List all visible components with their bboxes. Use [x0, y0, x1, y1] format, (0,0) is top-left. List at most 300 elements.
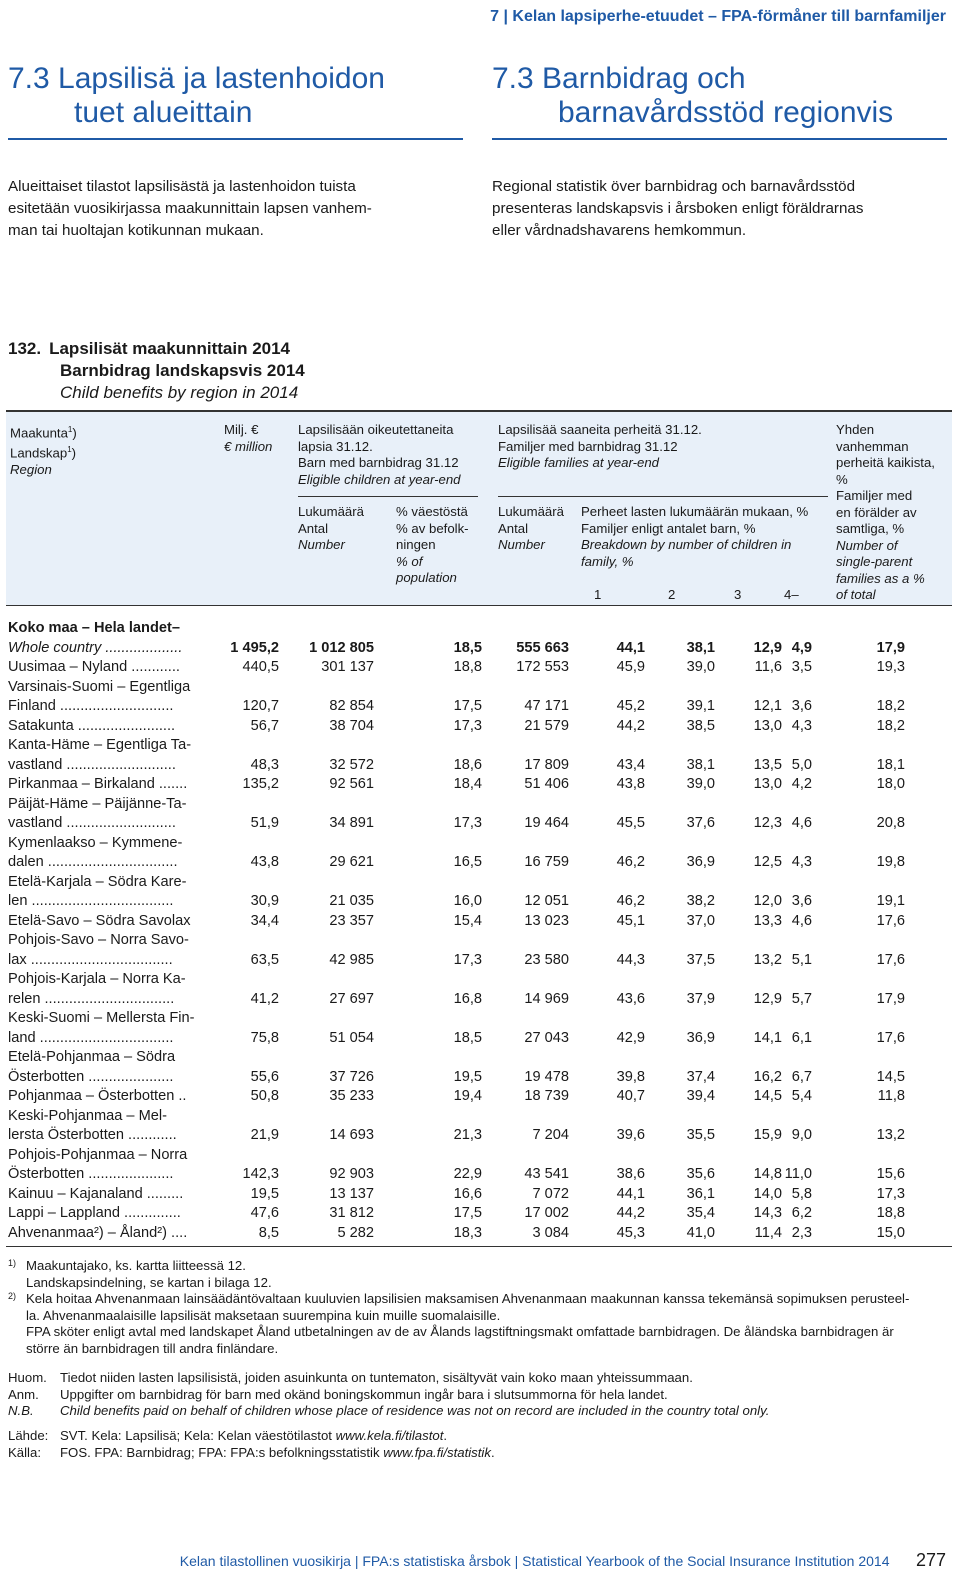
table-row — [8, 931, 952, 970]
cell-milj: 21,9 — [250, 1127, 279, 1143]
cell-k2: 41,0 — [686, 1224, 715, 1241]
cell-k3: 13,3 — [753, 912, 782, 929]
table-row — [8, 658, 952, 678]
header-single-sv: samtliga, % — [836, 521, 905, 536]
cell-children: 301 137 — [321, 659, 374, 675]
cell-k4: 11,0 — [784, 1166, 812, 1182]
cell-families: 7 072 — [532, 1185, 569, 1202]
cell-children: 92 561 — [329, 776, 374, 792]
header-breakdown — [581, 504, 808, 570]
region-name-line: len ................................... — [8, 893, 174, 909]
header-families-number — [498, 504, 564, 554]
cell-k2: 38,1 — [686, 756, 715, 773]
header-single-en: of total — [836, 587, 876, 602]
region-name-line: lax ................................... — [8, 951, 173, 968]
region-name-line: Uusimaa – Nyland ............ — [8, 659, 180, 675]
region-name-line: Pohjanmaa – Österbotten .. — [8, 1088, 187, 1104]
cell-k3: 11,6 — [754, 659, 782, 675]
cell-k4: 5,4 — [791, 1088, 812, 1104]
cell-families: 172 553 — [516, 659, 569, 675]
row-region — [8, 658, 208, 678]
header-breakdown-en: Breakdown by number of children in — [581, 537, 792, 552]
row-region — [8, 678, 208, 717]
notes — [8, 1370, 948, 1420]
cell-k4: 3,5 — [791, 659, 812, 675]
table-row — [8, 1224, 952, 1244]
cell-k3: 16,2 — [753, 1068, 782, 1085]
cell-families: 555 663 — [516, 639, 569, 656]
cell-single: 18,2 — [876, 698, 905, 714]
cell-k4: 5,0 — [791, 756, 812, 773]
region-name-line: Päijät-Häme – Päijänne-Ta- — [8, 795, 187, 812]
cell-families: 16 759 — [524, 854, 569, 870]
cell-k4: 5,1 — [791, 951, 812, 968]
cell-pct: 17,5 — [453, 1205, 482, 1221]
cell-single: 17,9 — [876, 990, 905, 1007]
row-region — [8, 1048, 208, 1087]
source-label: Lähde: — [8, 1428, 49, 1443]
cell-k4: 4,6 — [791, 815, 812, 831]
cell-children: 38 704 — [329, 717, 374, 734]
row-region — [8, 1009, 208, 1048]
header-pct-en: % of — [396, 553, 423, 569]
cell-children: 23 357 — [329, 912, 374, 929]
cell-families: 3 084 — [532, 1224, 569, 1241]
cell-k2: 35,6 — [686, 1166, 715, 1182]
cell-families: 43 541 — [524, 1166, 569, 1182]
cell-families: 18 739 — [524, 1088, 569, 1104]
header-pct-sv: % av befolk- — [396, 520, 469, 536]
cell-families: 17 809 — [524, 756, 569, 773]
region-name-line: Pohjois-Savo – Norra Savo- — [8, 932, 189, 948]
section-title-fi — [8, 62, 463, 130]
footnote-2 — [8, 1291, 948, 1357]
cell-single: 13,2 — [876, 1127, 905, 1143]
row-region — [8, 795, 208, 834]
cell-children: 1 012 805 — [309, 639, 374, 656]
header-single-fi: % — [836, 471, 848, 487]
source-text: SVT. Kela: Lapsilisä; Kela: Kelan väestötilastot — [60, 1428, 336, 1443]
cell-single: 17,6 — [876, 912, 905, 929]
section-title-fi-line1: 7.3 Lapsilisä ja lastenhoidon — [8, 62, 385, 95]
table-row — [8, 775, 952, 795]
source-punct: . — [443, 1428, 448, 1443]
cell-milj: 19,5 — [250, 1185, 279, 1202]
header-pct-sv: ningen — [396, 537, 436, 552]
cell-k3: 13,2 — [753, 951, 782, 968]
cell-k4: 2,3 — [791, 1224, 812, 1241]
cell-k1: 39,6 — [616, 1127, 645, 1143]
cell-k3: 12,9 — [753, 639, 782, 656]
cell-children: 92 903 — [329, 1166, 374, 1182]
cell-k2: 37,6 — [686, 815, 715, 831]
note-text: Uppgifter om barnbidrag för barn med okänd boningskommun ingår bara i slutsummorna för hela landet. — [60, 1386, 668, 1402]
footnote-line: FPA sköter enligt avtal med landskapet Åland utbetalningen av de av Ålands lagstiftningsmakt omfattade barnbidragen. De åländska barnbidragen är — [26, 1324, 894, 1339]
cell-families: 51 406 — [524, 776, 569, 792]
section-title-sv — [492, 62, 947, 130]
intro-sv-line: Regional statistik över barnbidrag och barnavårdsstöd — [492, 178, 856, 195]
cell-children: 32 572 — [329, 756, 374, 773]
cell-families: 23 580 — [524, 951, 569, 968]
cell-k3: 15,9 — [753, 1127, 782, 1143]
cell-k2: 38,1 — [686, 639, 715, 656]
cell-k2: 37,0 — [686, 912, 715, 929]
header-divider — [298, 496, 478, 497]
cell-k2: 39,4 — [686, 1088, 715, 1104]
cell-pct: 16,8 — [453, 990, 482, 1007]
header-paren: ) — [72, 425, 77, 441]
cell-k1: 45,9 — [616, 659, 645, 675]
region-name-line: Pohjois-Pohjanmaa – Norra — [8, 1146, 188, 1163]
cell-pct: 18,4 — [453, 776, 482, 792]
cell-families: 19 464 — [524, 815, 569, 831]
source-link[interactable]: www.fpa.fi/statistik — [383, 1444, 491, 1460]
table-title-en: Child benefits by region in 2014 — [60, 383, 299, 402]
header-fam-lukumaara: Lukumäärä — [498, 504, 564, 519]
header-single-fi: vanhemman — [836, 438, 909, 454]
cell-k4: 4,2 — [791, 776, 812, 792]
footnotes — [8, 1258, 948, 1357]
header-k2: 2 — [668, 587, 676, 602]
region-name-line: Finland ............................ — [8, 698, 174, 714]
source-punct: . — [490, 1444, 495, 1460]
header-fam-antal: Antal — [498, 520, 529, 536]
cell-k3: 14,1 — [753, 1029, 782, 1046]
cell-k1: 43,4 — [616, 756, 645, 773]
cell-k1: 44,1 — [616, 1185, 645, 1202]
cell-k1: 46,2 — [616, 854, 645, 870]
footnote-mark: 1) — [8, 1258, 17, 1268]
header-divider — [498, 496, 828, 497]
region-name-line: vastland ........................... — [8, 815, 176, 831]
page-footer — [180, 1550, 946, 1571]
header-single-en: families as a % — [836, 570, 925, 586]
header-milj-label: Milj. € — [224, 422, 259, 437]
cell-single: 18,1 — [876, 756, 905, 773]
cell-k3: 13,5 — [753, 756, 782, 773]
footnote-line: Kela hoitaa Ahvenanmaan lainsäädäntövaltaan kuuluvien lapsilisien maksamisen Ahvenanmaan maakunnan kanssa tekemänsä sopimuksen perusteel- — [26, 1291, 910, 1306]
header-single-sv: Familjer med — [836, 488, 913, 503]
cell-milj: 1 495,2 — [230, 639, 279, 656]
cell-k2: 39,0 — [686, 776, 715, 792]
table-row — [8, 1048, 952, 1087]
table-row — [8, 678, 952, 717]
cell-k3: 12,9 — [753, 990, 782, 1007]
cell-k4: 3,6 — [791, 893, 812, 909]
cell-k4: 6,2 — [791, 1205, 812, 1221]
header-fam-number: Number — [498, 537, 545, 552]
region-name-line: Kanta-Häme – Egentliga Ta- — [8, 737, 192, 753]
region-name-line: Pohjois-Karjala – Norra Ka- — [8, 971, 186, 987]
cell-milj: 41,2 — [250, 990, 279, 1007]
header-children-number — [298, 504, 364, 554]
header-pct — [396, 504, 469, 587]
cell-families: 7 204 — [532, 1127, 569, 1143]
running-head: 7 | Kelan lapsiperhe-etuudet – FPA-förmåner till barnfamiljer — [490, 8, 946, 25]
region-name-line: Varsinais-Suomi – Egentliga — [8, 678, 191, 695]
cell-pct: 17,3 — [453, 951, 482, 968]
cell-children: 34 891 — [329, 815, 374, 831]
cell-single: 17,9 — [876, 639, 905, 656]
cell-children: 37 726 — [329, 1068, 374, 1085]
cell-milj: 50,8 — [250, 1088, 279, 1104]
header-paren: ) — [71, 445, 77, 461]
cell-pct: 18,6 — [453, 756, 482, 773]
cell-families: 14 969 — [524, 990, 569, 1007]
cell-k4: 4,3 — [791, 854, 812, 870]
region-name-line: Kainuu – Kajanaland ......... — [8, 1185, 184, 1202]
table-row — [8, 736, 952, 775]
cell-pct: 15,4 — [453, 912, 482, 929]
cell-k3: 12,5 — [753, 854, 782, 870]
region-name-line: vastland ........................... — [8, 756, 176, 773]
table-row — [8, 912, 952, 932]
cell-families: 47 171 — [524, 698, 569, 714]
region-name-line: Kymenlaakso – Kymmene- — [8, 834, 183, 851]
intro-fi-line: man tai huoltajan kotikunnan mukaan. — [8, 222, 264, 239]
table-row — [8, 619, 952, 658]
cell-k4: 4,6 — [791, 912, 812, 929]
header-children-fi: lapsia 31.12. — [298, 438, 373, 454]
source-sv — [8, 1445, 948, 1462]
table-row — [8, 1185, 952, 1205]
footnote-line: större än barnbidragen till andra finländare. — [26, 1340, 279, 1356]
cell-k4: 3,6 — [791, 698, 812, 714]
footnote-line: Landskapsindelning, se kartan i bilaga 12. — [26, 1274, 272, 1290]
cell-families: 17 002 — [524, 1205, 569, 1221]
cell-k3: 14,0 — [753, 1185, 782, 1202]
region-name-line: lersta Österbotten ............ — [8, 1127, 177, 1143]
cell-k2: 39,0 — [686, 659, 715, 675]
header-antal: Antal — [298, 520, 329, 536]
cell-milj: 63,5 — [250, 951, 279, 968]
cell-pct: 17,5 — [453, 698, 482, 714]
cell-families: 19 478 — [524, 1068, 569, 1085]
intro-sv-line: presenteras landskapsvis i årsboken enligt föräldrarnas — [492, 200, 864, 217]
note-label: Huom. — [8, 1370, 47, 1385]
cell-pct: 19,5 — [453, 1068, 482, 1085]
header-families-fi: Lapsilisää saaneita perheitä 31.12. — [498, 422, 702, 437]
cell-milj: 47,6 — [250, 1205, 279, 1221]
intro-fi-line: Alueittaiset tilastot lapsilisästä ja lastenhoidon tuista — [8, 178, 356, 195]
cell-milj: 440,5 — [242, 659, 279, 675]
cell-milj: 135,2 — [242, 776, 279, 792]
cell-k1: 43,8 — [616, 776, 645, 792]
intro-sv — [492, 176, 952, 242]
cell-pct: 21,3 — [453, 1127, 482, 1143]
row-region — [8, 912, 208, 932]
header-k3: 3 — [734, 587, 742, 602]
header-number-en: Number — [298, 537, 345, 552]
cell-pct: 16,5 — [453, 854, 482, 870]
header-pct-fi: % väestöstä — [396, 504, 468, 519]
intro-fi-line: esitetään vuosikirjassa maakunnittain lapsen vanhem- — [8, 200, 372, 217]
cell-families: 21 579 — [524, 717, 569, 734]
row-region — [8, 717, 208, 737]
table-row — [8, 795, 952, 834]
cell-pct: 18,5 — [453, 1029, 482, 1046]
cell-milj: 56,7 — [250, 717, 279, 734]
cell-milj: 75,8 — [250, 1029, 279, 1046]
row-region — [8, 1107, 208, 1146]
cell-k3: 14,5 — [753, 1088, 782, 1104]
header-breakdown-en: family, % — [581, 553, 634, 569]
region-name-line: Satakunta ........................ — [8, 717, 176, 734]
footnote-line: Maakuntajako, ks. kartta liitteessä 12. — [26, 1258, 246, 1273]
cell-single: 18,8 — [876, 1205, 905, 1221]
source-link[interactable]: www.kela.fi/tilastot — [335, 1428, 444, 1443]
cell-k3: 13,0 — [753, 776, 782, 792]
footnote-ref: 1 — [67, 444, 72, 454]
cell-pct: 18,5 — [453, 639, 482, 656]
header-single — [836, 422, 935, 604]
cell-k1: 44,3 — [616, 951, 645, 968]
cell-milj: 51,9 — [250, 815, 279, 831]
region-name-line: Keski-Suomi – Mellersta Fin- — [8, 1010, 195, 1026]
region-name-line: dalen ................................ — [8, 854, 178, 870]
cell-k3: 12,3 — [753, 815, 782, 831]
cell-k2: 36,9 — [686, 1029, 715, 1046]
cell-families: 27 043 — [524, 1029, 569, 1046]
cell-families: 13 023 — [524, 912, 569, 929]
table-row — [8, 1146, 952, 1185]
cell-k2: 38,5 — [686, 717, 715, 734]
note-huom — [8, 1370, 948, 1387]
cell-k2: 37,9 — [686, 990, 715, 1007]
cell-single: 17,6 — [876, 1029, 905, 1046]
row-region — [8, 1185, 208, 1205]
table-row — [8, 1107, 952, 1146]
row-region — [8, 931, 208, 970]
region-name-line: Whole country ................... — [8, 639, 183, 656]
header-children-en: Eligible children at year-end — [298, 471, 461, 487]
cell-milj: 48,3 — [250, 756, 279, 773]
source-label: Källa: — [8, 1444, 41, 1460]
header-families-en: Eligible families at year-end — [498, 455, 660, 470]
cell-k3: 12,1 — [753, 698, 782, 714]
row-region — [8, 736, 208, 775]
header-breakdown-fi: Perheet lasten lukumäärän mukaan, % — [581, 504, 809, 519]
cell-k1: 44,1 — [616, 639, 645, 656]
page-number: 277 — [915, 1550, 946, 1570]
cell-k1: 46,2 — [616, 893, 645, 909]
note-text: Child benefits paid on behalf of children whose place of residence was not on record are included in the country total only. — [60, 1403, 770, 1418]
note-label: Anm. — [8, 1386, 39, 1402]
cell-children: 29 621 — [329, 854, 374, 870]
region-name-line: land ................................. — [8, 1029, 174, 1046]
cell-children: 82 854 — [329, 698, 374, 714]
header-single-sv: en förälder av — [836, 504, 917, 520]
table-row — [8, 1087, 952, 1107]
header-lukumaara: Lukumäärä — [298, 504, 364, 519]
row-region — [8, 1224, 208, 1244]
row-region — [8, 1146, 208, 1185]
cell-children: 21 035 — [329, 893, 374, 909]
cell-k1: 44,2 — [616, 717, 645, 734]
cell-children: 31 812 — [329, 1205, 374, 1221]
cell-k1: 40,7 — [616, 1088, 645, 1104]
footnote-1 — [8, 1258, 948, 1291]
table-title-fi: Lapsilisät maakunnittain 2014 — [49, 339, 291, 358]
header-k1: 1 — [594, 587, 602, 602]
cell-k4: 6,7 — [791, 1068, 812, 1085]
cell-k2: 36,9 — [686, 854, 715, 870]
cell-pct: 18,8 — [453, 659, 482, 675]
cell-k4: 9,0 — [791, 1127, 812, 1143]
cell-k1: 38,6 — [616, 1166, 645, 1182]
region-name-line: Etelä-Pohjanmaa – Södra — [8, 1049, 176, 1065]
cell-pct: 16,0 — [453, 893, 482, 909]
region-name-line: Österbotten ..................... — [8, 1166, 174, 1182]
header-single-fi: perheitä kaikista, — [836, 455, 935, 470]
region-name-line: Keski-Pohjanmaa – Mel- — [8, 1107, 167, 1124]
cell-milj: 34,4 — [250, 912, 279, 929]
cell-k4: 5,7 — [791, 990, 812, 1007]
intro-fi — [8, 176, 468, 242]
source-text: FOS. FPA: Barnbidrag; FPA: FPA:s befolkningsstatistik — [60, 1444, 384, 1460]
header-milj-en: € million — [224, 438, 273, 454]
cell-k1: 42,9 — [616, 1029, 645, 1046]
footer-text: Kelan tilastollinen vuosikirja | FPA:s statistiska årsbok | Statistical Yearbook of the Social Insurance Institution 2014 — [179, 1552, 890, 1569]
sources — [8, 1428, 948, 1461]
cell-single: 19,3 — [876, 659, 905, 675]
cell-k2: 35,4 — [686, 1205, 715, 1221]
cell-k2: 38,2 — [686, 893, 715, 909]
cell-single: 18,0 — [876, 776, 905, 792]
cell-milj: 142,3 — [242, 1166, 279, 1182]
cell-milj: 30,9 — [250, 893, 279, 909]
intro-sv-line: eller vårdnadshavarens hemkommun. — [492, 222, 747, 239]
cell-pct: 18,3 — [453, 1224, 482, 1241]
cell-k3: 11,4 — [754, 1224, 782, 1241]
header-region-sv: Landskap — [10, 445, 68, 461]
cell-single: 19,1 — [876, 893, 905, 909]
header-children-sv: Barn med barnbidrag 31.12 — [298, 455, 459, 470]
header-k4: 4– — [784, 587, 799, 602]
source-fi — [8, 1428, 948, 1445]
table-body — [8, 619, 952, 1243]
region-name-line: Etelä-Savo – Södra Savolax — [8, 912, 191, 929]
header-region-en: Region — [10, 461, 52, 477]
cell-single: 14,5 — [876, 1068, 905, 1085]
region-name-line: Koko maa – Hela landet– — [8, 620, 180, 636]
cell-pct: 16,6 — [453, 1185, 482, 1202]
header-children — [298, 422, 461, 488]
cell-k4: 4,9 — [791, 639, 812, 656]
cell-families: 12 051 — [524, 893, 569, 909]
note-nb — [8, 1403, 948, 1420]
footnote-mark: 2) — [8, 1291, 17, 1301]
region-name-line: Etelä-Karjala – Södra Kare- — [8, 873, 187, 890]
cell-k4: 5,8 — [791, 1185, 812, 1202]
cell-k1: 45,3 — [616, 1224, 645, 1241]
table-header — [6, 410, 952, 606]
table-row — [8, 1009, 952, 1048]
cell-k1: 45,1 — [616, 912, 645, 929]
header-families-sv: Familjer med barnbidrag 31.12 — [498, 438, 678, 454]
cell-k1: 44,2 — [616, 1205, 645, 1221]
header-milj — [224, 422, 272, 455]
row-region — [8, 619, 208, 658]
cell-k1: 45,2 — [616, 698, 645, 714]
table-row — [8, 970, 952, 1009]
cell-k3: 12,0 — [753, 893, 782, 909]
table-number: 132. — [8, 339, 42, 358]
row-region — [8, 834, 208, 873]
header-region-fi: Maakunta — [10, 425, 68, 441]
cell-single: 15,0 — [876, 1224, 905, 1241]
cell-k4: 6,1 — [791, 1029, 812, 1046]
